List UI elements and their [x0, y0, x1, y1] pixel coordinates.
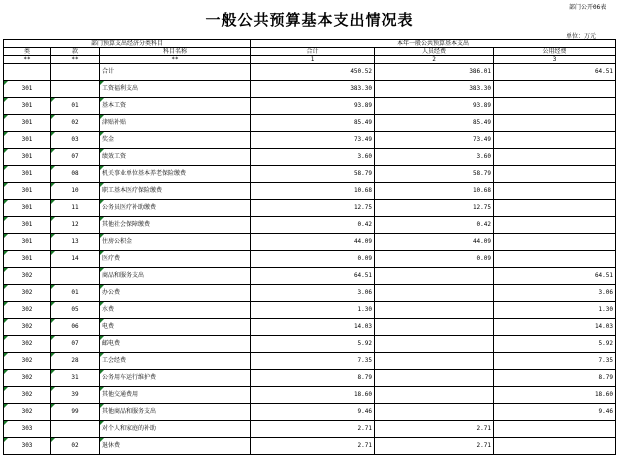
budget-table	[3, 39, 616, 455]
cell-lei: 301	[4, 200, 51, 217]
table-row	[4, 217, 616, 234]
cell-personnel	[375, 370, 494, 387]
cell-personnel: 0.42	[375, 217, 494, 234]
cell-total: 3.60	[251, 149, 375, 166]
header-total: 合计	[251, 48, 375, 56]
cell-personnel: 73.49	[375, 132, 494, 149]
cell-total: 73.49	[251, 132, 375, 149]
cell-kuan	[51, 421, 100, 438]
cell-personnel	[375, 285, 494, 302]
cell-personnel: 386.01	[375, 64, 494, 81]
header-name: 科目名称	[100, 48, 251, 56]
cell-total: 5.92	[251, 336, 375, 353]
cell-kuan: 01	[51, 98, 100, 115]
form-code: 部门公开06表	[569, 4, 607, 11]
table-row	[4, 353, 616, 370]
cell-lei: 301	[4, 251, 51, 268]
cell-lei: 302	[4, 285, 51, 302]
table-row	[4, 200, 616, 217]
header-personnel: 人员经费	[375, 48, 494, 56]
table-row	[4, 183, 616, 200]
cell-total: 7.35	[251, 353, 375, 370]
cell-personnel: 383.30	[375, 81, 494, 98]
table-body	[4, 64, 616, 455]
cell-public	[494, 421, 616, 438]
cell-total: 85.49	[251, 115, 375, 132]
header-column-row	[4, 48, 616, 56]
cell-kuan: 12	[51, 217, 100, 234]
cell-public: 64.51	[494, 64, 616, 81]
cell-public: 18.60	[494, 387, 616, 404]
cell-name: 合计	[100, 64, 251, 81]
page-title: 一般公共预算基本支出情况表	[205, 11, 414, 29]
table-row	[4, 166, 616, 183]
cell-kuan: 39	[51, 387, 100, 404]
cell-kuan	[51, 64, 100, 81]
cell-lei: 301	[4, 166, 51, 183]
cell-name: 医疗费	[100, 251, 251, 268]
cell-public	[494, 149, 616, 166]
cell-name: 退休费	[100, 438, 251, 455]
table-row	[4, 98, 616, 115]
header-group-row	[4, 40, 616, 48]
table-row	[4, 149, 616, 166]
cell-total: 64.51	[251, 268, 375, 285]
cell-lei: 302	[4, 302, 51, 319]
cell-kuan: 13	[51, 234, 100, 251]
cell-public: 3.06	[494, 285, 616, 302]
cell-public	[494, 217, 616, 234]
cell-kuan: 31	[51, 370, 100, 387]
header-index-row	[4, 56, 616, 64]
cell-kuan	[51, 81, 100, 98]
cell-lei: 301	[4, 115, 51, 132]
cell-public: 7.35	[494, 353, 616, 370]
cell-name: 机关事业单位基本养老保险缴费	[100, 166, 251, 183]
header-kuan: 款	[51, 48, 100, 56]
cell-personnel: 0.09	[375, 251, 494, 268]
cell-lei	[4, 64, 51, 81]
cell-name: 工会经费	[100, 353, 251, 370]
cell-public: 9.46	[494, 404, 616, 421]
cell-public	[494, 166, 616, 183]
cell-kuan: 08	[51, 166, 100, 183]
header-budget-group: 本年一般公共预算基本支出	[251, 40, 616, 48]
cell-personnel	[375, 387, 494, 404]
cell-name: 基本工资	[100, 98, 251, 115]
cell-public	[494, 132, 616, 149]
cell-name: 商品和服务支出	[100, 268, 251, 285]
cell-kuan	[51, 268, 100, 285]
cell-total: 9.46	[251, 404, 375, 421]
cell-name: 对个人和家庭的补助	[100, 421, 251, 438]
cell-lei: 302	[4, 353, 51, 370]
cell-personnel: 12.75	[375, 200, 494, 217]
cell-total: 0.09	[251, 251, 375, 268]
cell-personnel	[375, 302, 494, 319]
cell-kuan: 02	[51, 115, 100, 132]
cell-personnel: 44.09	[375, 234, 494, 251]
cell-total: 18.60	[251, 387, 375, 404]
cell-public	[494, 234, 616, 251]
cell-name: 奖金	[100, 132, 251, 149]
cell-total: 2.71	[251, 438, 375, 455]
cell-total: 10.68	[251, 183, 375, 200]
cell-public	[494, 251, 616, 268]
cell-total: 58.79	[251, 166, 375, 183]
cell-name: 其他商品和服务支出	[100, 404, 251, 421]
cell-lei: 303	[4, 421, 51, 438]
cell-public	[494, 115, 616, 132]
cell-total: 0.42	[251, 217, 375, 234]
cell-name: 绩效工资	[100, 149, 251, 166]
cell-personnel: 93.89	[375, 98, 494, 115]
cell-name: 职工基本医疗保险缴费	[100, 183, 251, 200]
cell-personnel: 2.71	[375, 421, 494, 438]
cell-lei: 303	[4, 438, 51, 455]
cell-kuan: 28	[51, 353, 100, 370]
cell-name: 公务用车运行维护费	[100, 370, 251, 387]
cell-lei: 301	[4, 81, 51, 98]
header-idx-public: 3	[494, 56, 616, 64]
table-row	[4, 234, 616, 251]
table-row	[4, 404, 616, 421]
header-sub-name: **	[100, 56, 251, 64]
cell-personnel	[375, 268, 494, 285]
cell-personnel: 58.79	[375, 166, 494, 183]
table-row	[4, 268, 616, 285]
table-row	[4, 387, 616, 404]
cell-name: 邮电费	[100, 336, 251, 353]
cell-total: 8.79	[251, 370, 375, 387]
cell-public	[494, 200, 616, 217]
cell-total: 93.89	[251, 98, 375, 115]
table-row	[4, 251, 616, 268]
cell-lei: 301	[4, 183, 51, 200]
cell-lei: 301	[4, 98, 51, 115]
cell-public: 5.92	[494, 336, 616, 353]
cell-personnel: 10.68	[375, 183, 494, 200]
header-idx-personnel: 2	[375, 56, 494, 64]
table-row	[4, 132, 616, 149]
table-row	[4, 64, 616, 81]
cell-personnel: 3.60	[375, 149, 494, 166]
cell-personnel: 2.71	[375, 438, 494, 455]
cell-kuan: 07	[51, 149, 100, 166]
cell-public: 1.30	[494, 302, 616, 319]
cell-personnel	[375, 404, 494, 421]
table-row	[4, 336, 616, 353]
cell-personnel: 85.49	[375, 115, 494, 132]
cell-public	[494, 438, 616, 455]
cell-personnel	[375, 353, 494, 370]
table-row	[4, 370, 616, 387]
cell-kuan: 10	[51, 183, 100, 200]
table-row	[4, 285, 616, 302]
cell-kuan: 05	[51, 302, 100, 319]
cell-lei: 302	[4, 370, 51, 387]
cell-lei: 302	[4, 387, 51, 404]
cell-name: 工资福利支出	[100, 81, 251, 98]
cell-lei: 301	[4, 132, 51, 149]
table-row	[4, 421, 616, 438]
cell-name: 电费	[100, 319, 251, 336]
cell-total: 3.06	[251, 285, 375, 302]
cell-total: 2.71	[251, 421, 375, 438]
cell-personnel	[375, 336, 494, 353]
cell-name: 公务员医疗补助缴费	[100, 200, 251, 217]
cell-lei: 302	[4, 404, 51, 421]
cell-lei: 301	[4, 234, 51, 251]
cell-name: 办公费	[100, 285, 251, 302]
cell-public	[494, 183, 616, 200]
cell-public	[494, 81, 616, 98]
cell-public: 64.51	[494, 268, 616, 285]
cell-total: 383.30	[251, 81, 375, 98]
table-row	[4, 302, 616, 319]
cell-name: 水费	[100, 302, 251, 319]
cell-name: 津贴补贴	[100, 115, 251, 132]
header-sub-kuan: **	[51, 56, 100, 64]
cell-personnel	[375, 319, 494, 336]
cell-total: 1.30	[251, 302, 375, 319]
cell-lei: 302	[4, 268, 51, 285]
header-idx-total: 1	[251, 56, 375, 64]
header-public: 公用经费	[494, 48, 616, 56]
table-row	[4, 115, 616, 132]
cell-lei: 301	[4, 149, 51, 166]
cell-lei: 302	[4, 336, 51, 353]
table-row	[4, 319, 616, 336]
cell-kuan: 01	[51, 285, 100, 302]
header-sub-lei: **	[4, 56, 51, 64]
table-row	[4, 438, 616, 455]
cell-total: 44.09	[251, 234, 375, 251]
cell-kuan: 99	[51, 404, 100, 421]
unit-label: 单位：万元	[566, 33, 597, 40]
table-row	[4, 81, 616, 98]
cell-kuan: 07	[51, 336, 100, 353]
cell-kuan: 02	[51, 438, 100, 455]
cell-lei: 301	[4, 217, 51, 234]
header-lei: 类	[4, 48, 51, 56]
cell-kuan: 14	[51, 251, 100, 268]
cell-kuan: 03	[51, 132, 100, 149]
cell-public: 14.03	[494, 319, 616, 336]
cell-name: 其他社会保障缴费	[100, 217, 251, 234]
header-econ-group: 部门预算支出经济分类科目	[4, 40, 251, 48]
cell-public	[494, 98, 616, 115]
cell-name: 其他交通费用	[100, 387, 251, 404]
cell-public: 8.79	[494, 370, 616, 387]
cell-kuan: 11	[51, 200, 100, 217]
cell-total: 450.52	[251, 64, 375, 81]
cell-name: 住房公积金	[100, 234, 251, 251]
cell-lei: 302	[4, 319, 51, 336]
cell-kuan: 06	[51, 319, 100, 336]
cell-total: 12.75	[251, 200, 375, 217]
cell-total: 14.03	[251, 319, 375, 336]
